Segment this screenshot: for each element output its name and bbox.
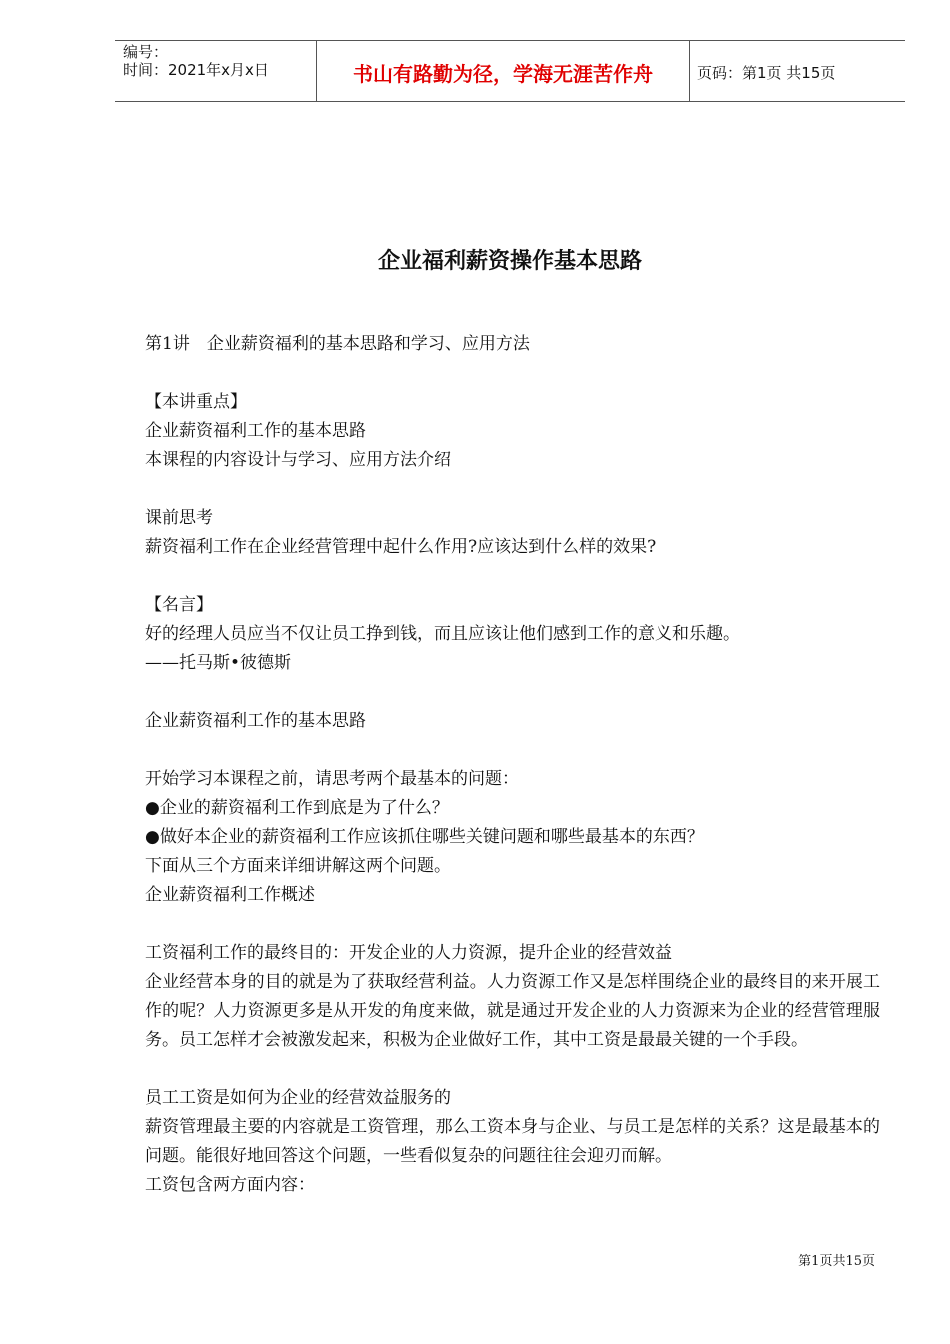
section-label: 【本讲重点】 (145, 392, 247, 412)
page-footer: 第1页共15页 (798, 1254, 875, 1269)
section-heading: 企业薪资福利工作概述 (145, 885, 315, 905)
number-label: 编号： (123, 43, 169, 61)
text-line: 下面从三个方面来详细讲解这两个问题。 (145, 856, 451, 876)
document-title: 企业福利薪资操作基本思路 (377, 249, 642, 274)
quote-text: 好的经理人员应当不仅让员工挣到钱，而且应该让他们感到工作的意义和乐趣。 (145, 624, 740, 644)
section-heading: 员工工资是如何为企业的经营效益服务的 (145, 1088, 451, 1108)
lecture-heading: 第1讲 企业薪资福利的基本思路和学习、应用方法 (145, 334, 530, 354)
paragraph: 薪资管理最主要的内容就是工资管理，那么工资本身与企业、与员工是怎样的关系？这是最基本的问题。能很好地回答这个问题，一些看似复杂的问题往往会迎刃而解。 (145, 1117, 880, 1166)
quote-author: ——托马斯•彼德斯 (145, 653, 292, 673)
section-label: 课前思考 (145, 508, 213, 528)
text-line: 开始学习本课程之前，请思考两个最基本的问题： (145, 769, 519, 789)
paragraph: 企业经营本身的目的就是为了获取经营利益。人力资源工作又是怎样围绕企业的最终目的来开展工作的呢？人力资源更多是从开发的角度来做，就是通过开发企业的人力资源来为企业的经营管理服务。员工怎样才会被激发起来，积极为企业做好工作，其中工资是最最关键的一个手段。 (145, 972, 880, 1050)
section-label: 【名言】 (145, 595, 213, 615)
text-line: 薪资福利工作在企业经营管理中起什么作用?应该达到什么样的效果? (145, 537, 657, 557)
page-header (115, 40, 905, 102)
text-line: 企业薪资福利工作的基本思路 (145, 421, 366, 441)
text-line: 工资包含两方面内容： (145, 1175, 315, 1195)
section-heading: 企业薪资福利工作的基本思路 (145, 711, 366, 731)
document-body (145, 330, 880, 1200)
text-line: 本课程的内容设计与学习、应用方法介绍 (145, 450, 451, 470)
section-heading: 工资福利工作的最终目的：开发企业的人力资源，提升企业的经营效益 (145, 943, 672, 963)
bullet-item: ●做好本企业的薪资福利工作应该抓住哪些关键问题和哪些最基本的东西？ (145, 827, 704, 847)
header-page-info: 页码：第1页 共15页 (697, 64, 836, 82)
header-divider (689, 41, 690, 101)
bullet-item: ●企业的薪资福利工作到底是为了什么？ (145, 798, 449, 818)
header-motto: 书山有路勤为径，学海无涯苦作舟 (353, 62, 653, 86)
header-meta (123, 43, 269, 79)
time-label: 时间：2021年x月x日 (123, 61, 269, 79)
